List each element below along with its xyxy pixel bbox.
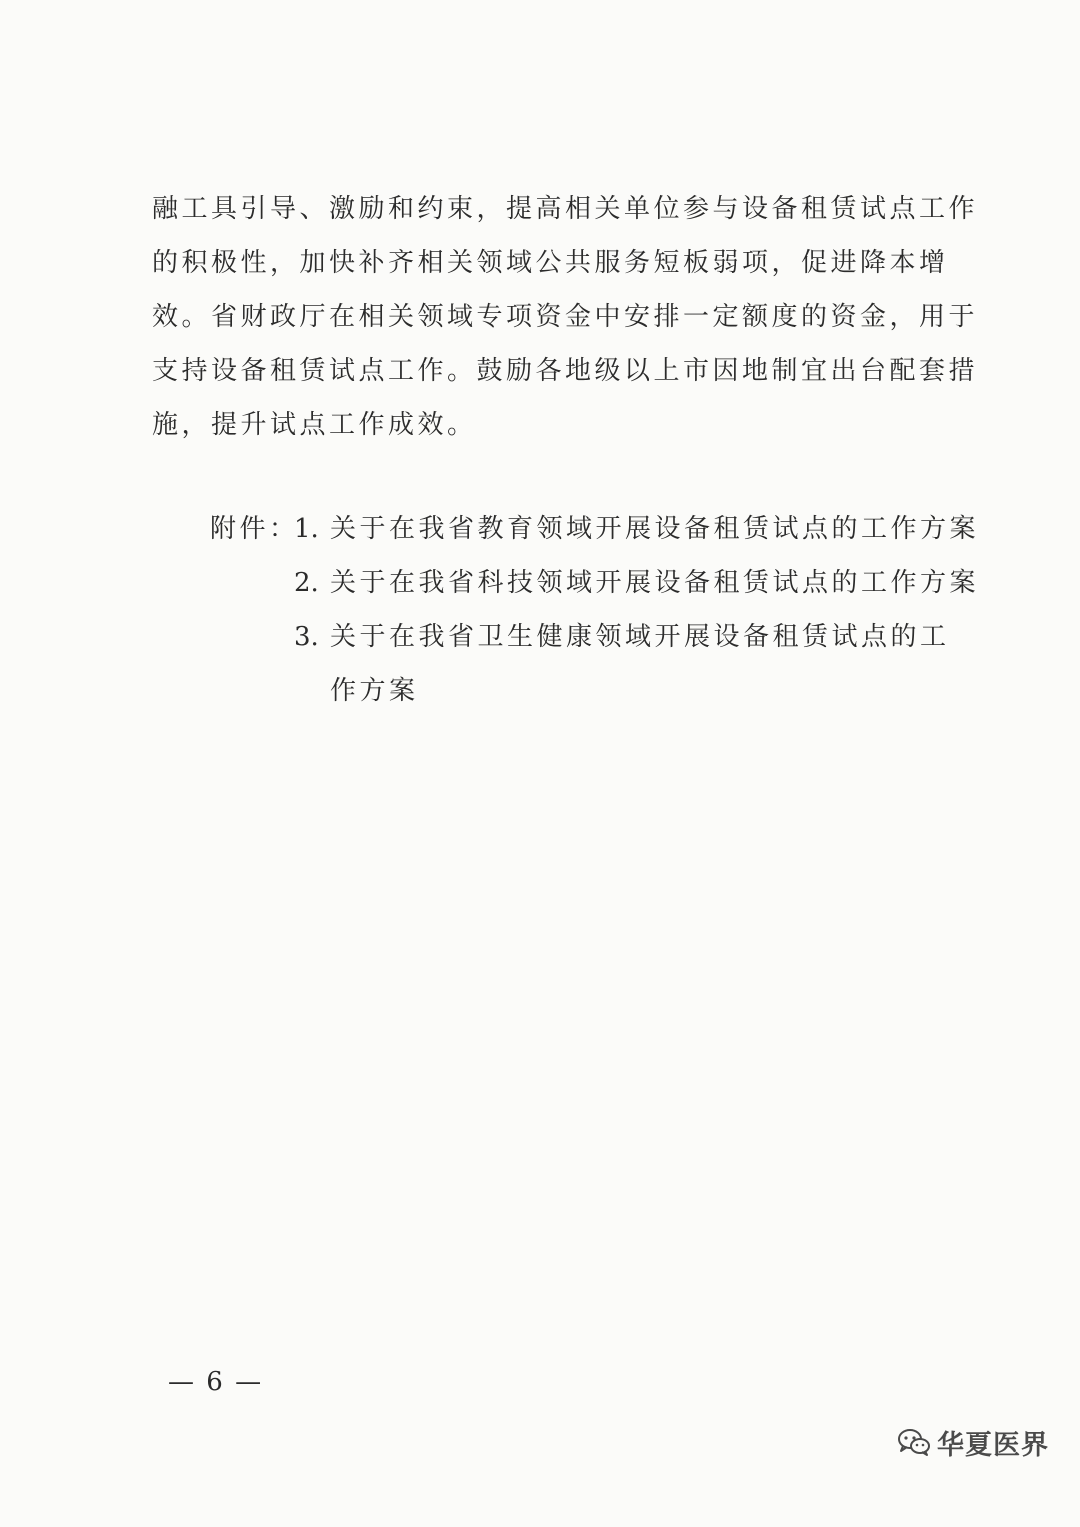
body-line: 支持设备租赁试点工作。鼓励各地级以上市因地制宜出台配套措 (152, 356, 979, 386)
body-line: 的积极性，加快补齐相关领域公共服务短板弱项，促进降本增 (152, 248, 949, 278)
attachment-item (210, 610, 970, 664)
attachment-title: 关于在我省教育领域开展设备租赁试点的工作方案 (330, 514, 980, 544)
attachment-title-continued: 作方案 (330, 676, 419, 706)
attachment-number: 3. (294, 622, 319, 652)
body-paragraph (152, 182, 979, 452)
attachments-label: 附件： (210, 514, 299, 544)
attachment-item (210, 502, 980, 556)
attachment-item-continuation (210, 664, 970, 718)
attachment-number: 1. (294, 514, 319, 544)
body-line: 融工具引导、激励和约束，提高相关单位参与设备租赁试点工作 (152, 194, 979, 224)
body-line: 施，提升试点工作成效。 (152, 410, 477, 440)
attachment-number: 2. (294, 568, 319, 598)
attachments-list (210, 502, 980, 718)
attachment-item (210, 556, 980, 610)
watermark (897, 1422, 1049, 1462)
attachment-title: 关于在我省科技领域开展设备租赁试点的工作方案 (330, 568, 980, 598)
attachment-title: 关于在我省卫生健康领域开展设备租赁试点的工 (330, 622, 950, 652)
watermark-text: 华夏医界 (937, 1429, 1049, 1461)
body-line: 效。省财政厅在相关领域专项资金中安排一定额度的资金，用于 (152, 302, 979, 332)
page-number: — 6 — (168, 1367, 264, 1397)
wechat-icon (897, 1427, 931, 1457)
